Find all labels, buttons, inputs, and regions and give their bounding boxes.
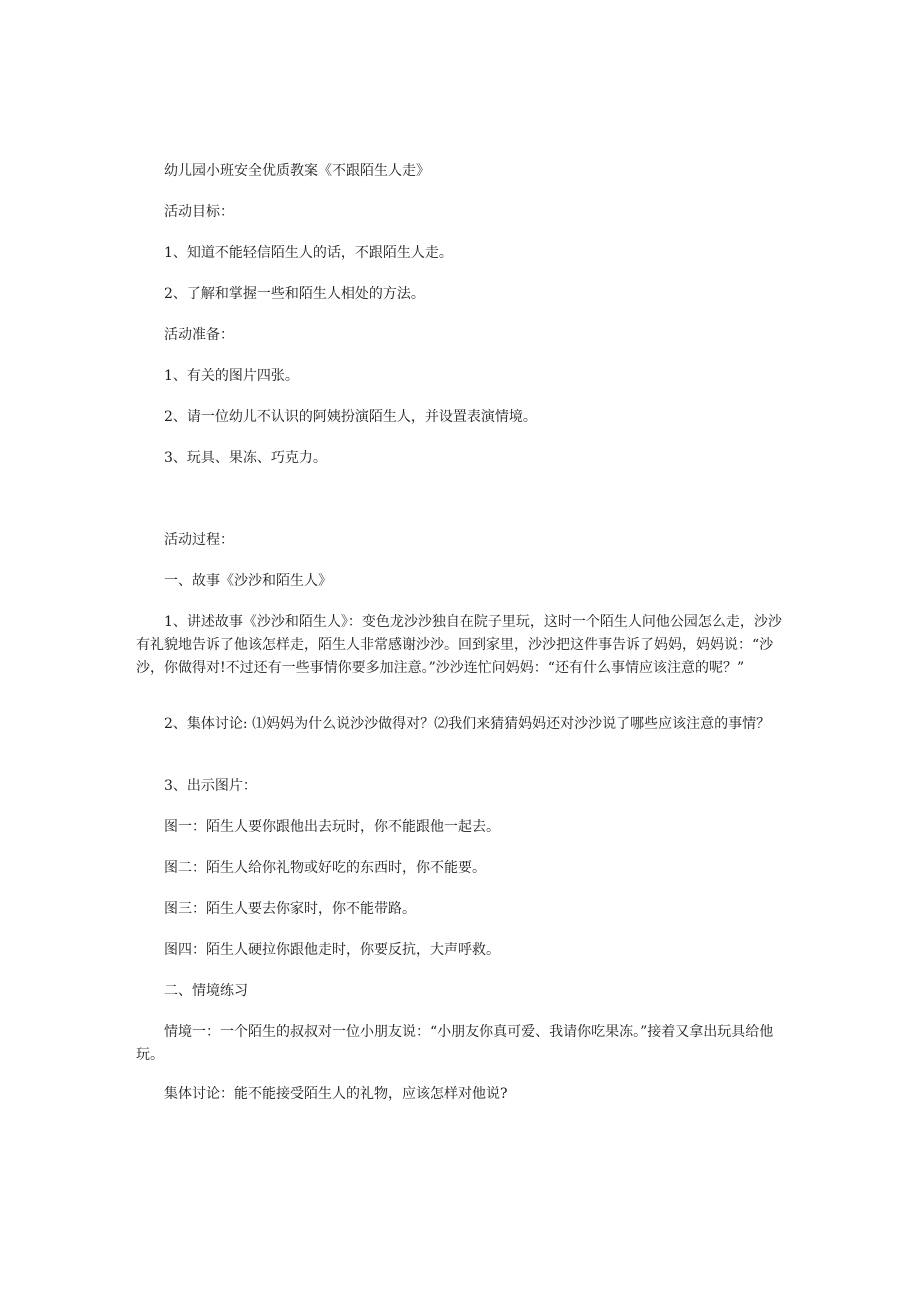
picture-item: 图二：陌生人给你礼物或好吃的东西时，你不能要。: [164, 860, 486, 876]
picture-item: 图一：陌生人要你跟他出去玩时，你不能跟他一起去。: [164, 819, 500, 835]
process-heading: 活动过程：: [164, 532, 234, 548]
step-paragraph: 1、讲述故事《沙沙和陌生人》：变色龙沙沙独自在院子里玩，这时一个陌生人问他公园怎么走，沙沙有礼貌地告诉了他该怎样走，陌生人非常感谢沙沙。回到家里，沙沙把这件事告诉了妈妈，妈妈说：“沙沙，你做得对!不过还有一些事情你要多加注意。”沙沙连忙问妈妈：“还有什么事情应该注意的呢？”: [136, 614, 782, 676]
scenario-paragraph: 情境一：一个陌生的叔叔对一位小朋友说：“小朋友你真可爱、我请你吃果冻。”接着又拿出玩具给他玩。: [136, 1024, 774, 1063]
picture-item: 图四：陌生人硬拉你跟他走时，你要反抗，大声呼救。: [164, 942, 500, 958]
section-heading: 二、情境练习: [164, 983, 248, 999]
picture-item: 图三：陌生人要去你家时，你不能带路。: [164, 901, 416, 917]
prep-item: 1、有关的图片四张。: [164, 368, 299, 384]
step-paragraph: 3、出示图片：: [164, 778, 257, 794]
step-paragraph: 2、集体讨论: ⑴妈妈为什么说沙沙做得对？⑵我们来猜猜妈妈还对沙沙说了哪些应该注意的事情？: [164, 716, 771, 732]
discussion-paragraph: 集体讨论：能不能接受陌生人的礼物，应该怎样对他说?: [164, 1086, 508, 1102]
document-title: 幼儿园小班安全优质教案《不跟陌生人走》: [164, 163, 430, 179]
prep-item: 3、玩具、果冻、巧克力。: [164, 450, 327, 466]
prep-heading: 活动准备：: [164, 327, 234, 343]
goal-item: 1、知道不能轻信陌生人的话，不跟陌生人走。: [164, 245, 453, 261]
goals-heading: 活动目标：: [164, 204, 234, 220]
section-heading: 一、故事《沙沙和陌生人》: [164, 573, 332, 589]
prep-item: 2、请一位幼儿不认识的阿姨扮演陌生人，并设置表演情境。: [164, 409, 537, 425]
goal-item: 2、了解和掌握一些和陌生人相处的方法。: [164, 286, 425, 302]
